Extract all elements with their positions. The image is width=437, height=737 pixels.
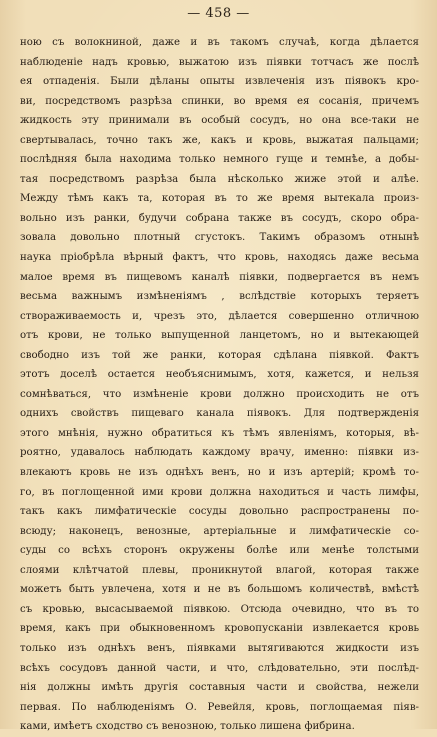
text-line: роятно, удавалось наблюдать каждому врачу, именно: піявки из- <box>20 447 419 459</box>
text-line: Между тѣмъ какъ та, которая въ то же время вытекала произ- <box>20 193 419 205</box>
text-line: свертывалась, точно такъ же, какъ и кровь, выжатая пальцами; <box>20 134 419 146</box>
text-line: суды со всѣхъ сторонъ окружены болѣе или менѣе толстыми <box>20 545 419 557</box>
text-line: го, въ поглощенной ими крови должна находиться и часть лимфы, <box>20 486 419 498</box>
text-line: этого мнѣнія, нужно обратиться къ тѣмъ явленіямъ, которыя, вѣ- <box>20 427 419 439</box>
text-line: свободно изъ той же ранки, которая сдѣлана піявкой. Фактъ <box>20 349 419 361</box>
text-line: ви, посредствомъ разрѣза спинки, во время ея сосанія, причемъ <box>20 95 419 107</box>
text-line: вольно изъ ранки, будучи собрана также въ сосудъ, скоро обра- <box>20 212 419 224</box>
text-line: съ кровью, высасываемой піявкою. Отсюда очевидно, что въ то <box>20 603 419 615</box>
text-line: ною съ волокниной, даже и въ такомъ случаѣ, когда дѣлается <box>20 37 419 48</box>
text-line: этотъ доселѣ остается необъяснимымъ, хотя, кажется, и нельзя <box>20 369 419 381</box>
text-line: ея отпаденія. Были дѣланы опыты извлеченія изъ піявокъ кро- <box>20 76 419 88</box>
text-line: только изъ однѣхъ венъ, піявками вытягиваются жидкости изъ <box>20 642 419 654</box>
text-line: тая посредствомъ разрѣза была нѣсколько жиже этой и алѣе. <box>20 173 419 185</box>
text-line: слоями клѣтчатой плевы, проникнутой влагой, которая также <box>20 564 419 576</box>
text-line: наука пріобрѣла вѣрный фактъ, что кровь, находясь даже весьма <box>20 252 419 264</box>
text-line: сомнѣваться, что измѣненіе крови должно происходить не отъ <box>20 388 419 400</box>
text-line: наблюденіе надъ кровью, выжатою изъ піявки тотчасъ же послѣ <box>20 56 419 68</box>
text-line: однихъ свойствъ пищеваго канала піявокъ. Для подтвержденія <box>20 408 419 420</box>
text-line: можетъ быть увлечена, хотя и не въ большомъ количествѣ, вмѣстѣ <box>20 584 419 596</box>
body-text <box>20 33 419 737</box>
text-line: время, какъ при обыкновенномъ кровопусканіи извлекается кровь <box>20 623 419 635</box>
text-line: малое время въ пищевомъ каналѣ піявки, подвергается въ немъ <box>20 271 419 283</box>
text-line: отъ крови, не только выпущенной ланцетомъ, но и вытекающей <box>20 330 419 342</box>
text-line: такъ какъ лимфатическіе сосуды довольно распространены по- <box>20 506 419 518</box>
text-line: ками, имѣетъ сходство съ венозною, только лишена фибрина. <box>20 721 355 733</box>
page-number: — 458 — <box>187 6 250 21</box>
text-line: нія должны имѣть другія составныя части и свойства, нежели <box>20 682 419 694</box>
text-line: всѣхъ сосудовъ данной части, и что, слѣдовательно, эти послѣд- <box>20 662 419 674</box>
text-line: зовала довольно плотный сгустокъ. Такимъ образомъ отнынѣ <box>20 232 419 244</box>
text-line: жидкость эту принимали въ особый сосудъ, но она все-таки не <box>20 115 419 127</box>
text-line: первая. По наблюденіямъ О. Ревейля, кровь, поглощаемая піяв- <box>20 701 419 713</box>
text-line: створаживаемость и, чрезъ это, дѣлается совершенно отличною <box>20 310 419 322</box>
text-line: влекаютъ кровь не изъ однѣхъ венъ, но и изъ артерій; кромѣ то- <box>20 467 419 479</box>
text-line: всюду; наконецъ, венозные, артеріальные и лимфатическіе со- <box>20 525 419 537</box>
text-line: весьма важнымъ измѣненіямъ , вслѣдствіе которыхъ теряетъ <box>20 291 419 303</box>
text-line: послѣдняя была находима только немного гуще и темнѣе, а добы- <box>20 154 419 166</box>
